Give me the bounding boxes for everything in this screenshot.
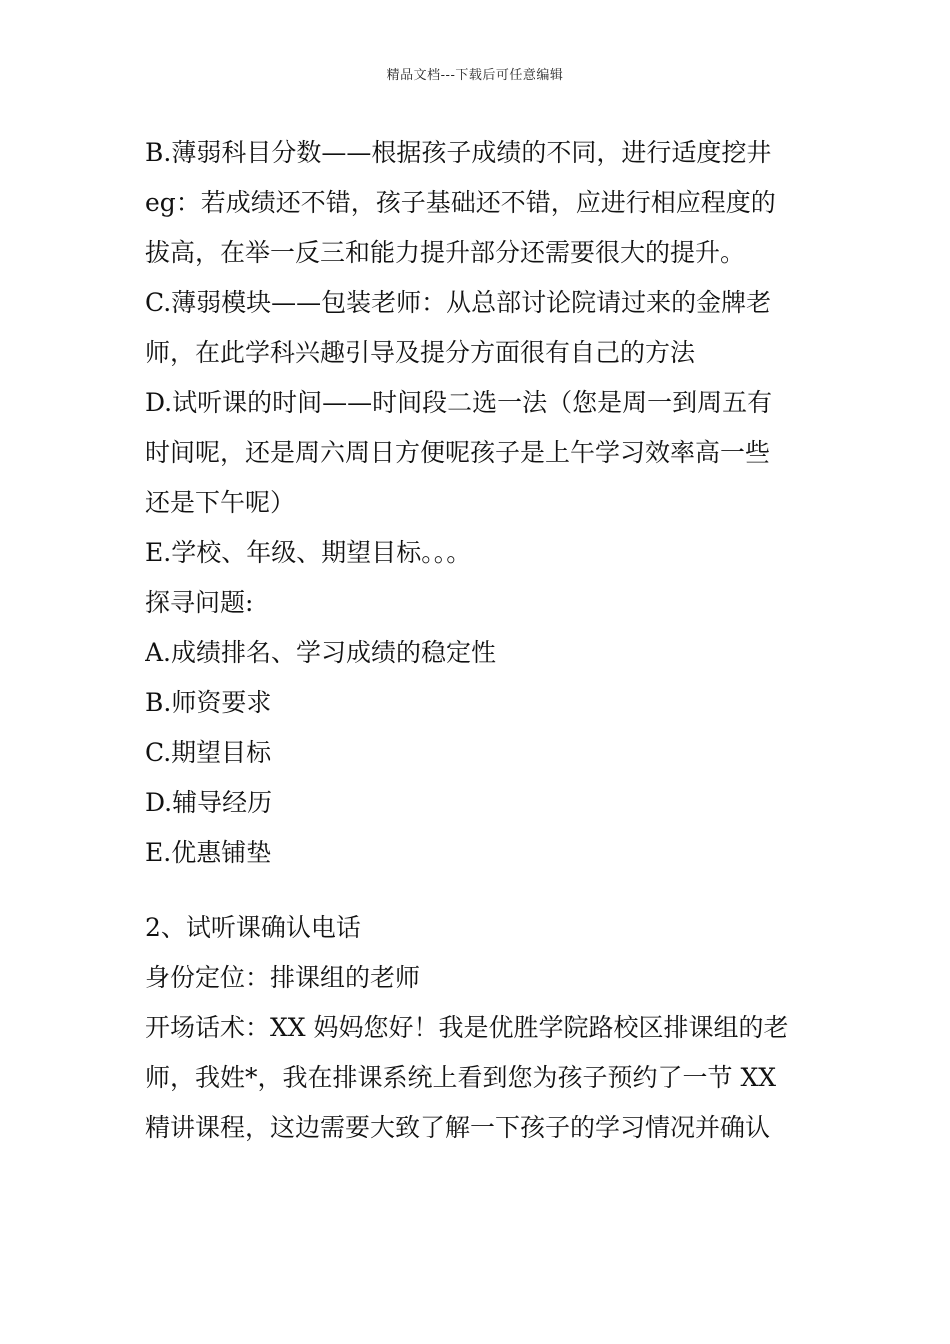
text-line: D.试听课的时间——时间段二选一法（您是周一到周五有 bbox=[145, 388, 773, 417]
section-heading: 2、试听课确认电话 bbox=[145, 913, 361, 942]
list-item: B.师资要求 bbox=[145, 688, 272, 717]
text-line: eg：若成绩还不错，孩子基础还不错，应进行相应程度的 bbox=[145, 188, 776, 217]
text-block-2 bbox=[145, 903, 810, 1153]
text-line: 还是下午呢） bbox=[145, 488, 296, 517]
list-item: C.期望目标 bbox=[145, 738, 272, 767]
text-line: C.薄弱模块——包装老师：从总部讨论院请过来的金牌老 bbox=[145, 288, 772, 317]
section-heading: 探寻问题: bbox=[145, 588, 254, 617]
text-line: 师，我姓*，我在排课系统上看到您为孩子预约了一节 XX bbox=[145, 1063, 777, 1092]
list-item: E.优惠铺垫 bbox=[145, 838, 272, 867]
list-item: A.成绩排名、学习成绩的稳定性 bbox=[145, 638, 497, 667]
text-line: 开场话术：XX 妈妈您好！我是优胜学院路校区排课组的老 bbox=[145, 1013, 789, 1042]
text-line: 精讲课程，这边需要大致了解一下孩子的学习情况并确认 bbox=[145, 1113, 771, 1142]
text-line: 身份定位：排课组的老师 bbox=[145, 963, 421, 992]
page-header: 精品文档---下载后可任意编辑 bbox=[386, 68, 564, 83]
text-line: E.学校、年级、期望目标。。。 bbox=[145, 538, 472, 567]
text-line: 时间呢，还是周六周日方便呢孩子是上午学习效率高一些 bbox=[145, 438, 771, 467]
text-line: 师，在此学科兴趣引导及提分方面很有自己的方法 bbox=[145, 338, 696, 367]
document-body bbox=[145, 128, 810, 1153]
text-line: 拔高，在举一反三和能力提升部分还需要很大的提升。 bbox=[145, 238, 746, 267]
text-line: B.薄弱科目分数——根据孩子成绩的不同，进行适度挖井 bbox=[145, 138, 772, 167]
text-block-1 bbox=[145, 128, 810, 878]
paragraph-gap bbox=[145, 878, 810, 903]
list-item: D.辅导经历 bbox=[145, 788, 273, 817]
